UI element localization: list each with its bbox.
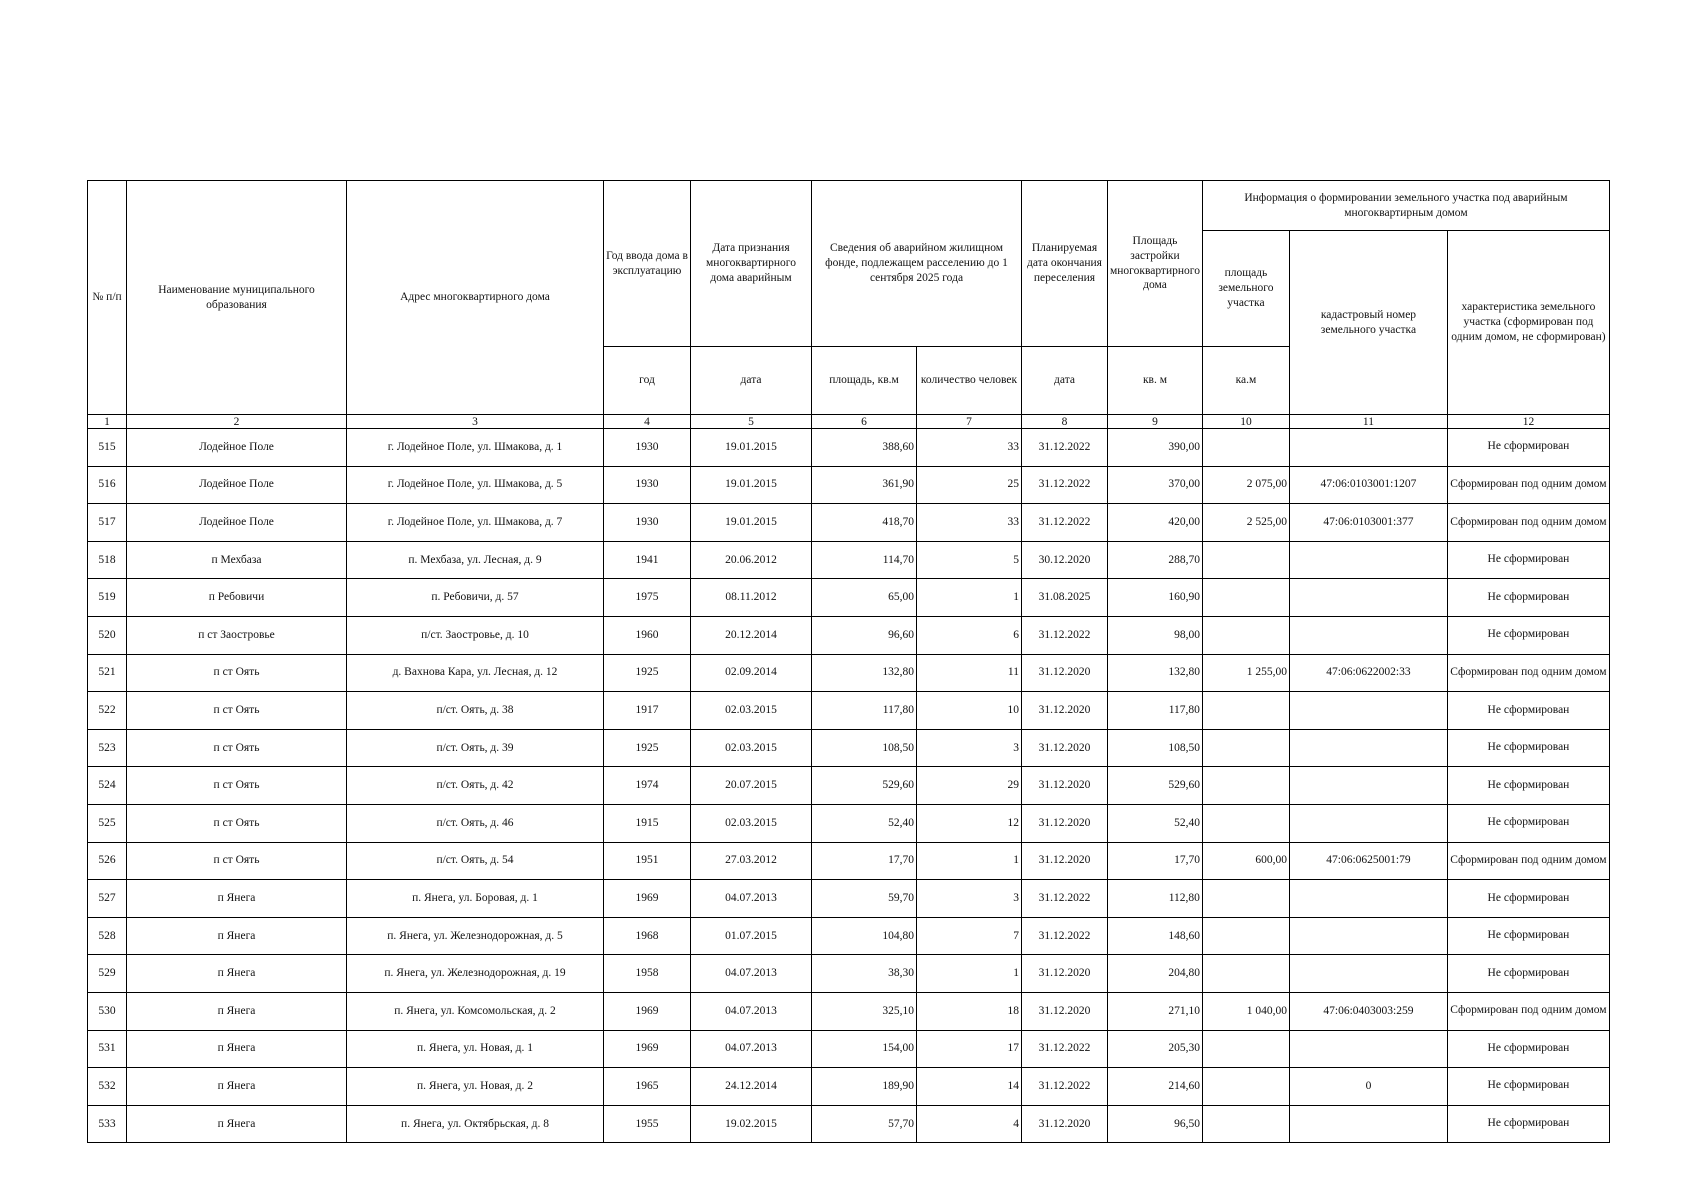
cadastral-number-cell bbox=[1289, 616, 1447, 654]
municipality-cell: п ст Оять bbox=[127, 767, 347, 805]
unit-year: год bbox=[604, 347, 691, 415]
building-area-cell: 271,10 bbox=[1108, 992, 1203, 1030]
cadastral-number-cell bbox=[1289, 429, 1447, 467]
municipality-cell: п Янега bbox=[127, 1068, 347, 1106]
planned-date-cell: 31.12.2022 bbox=[1022, 504, 1108, 542]
table-header bbox=[88, 181, 1610, 429]
emergency-date-cell: 20.12.2014 bbox=[691, 616, 812, 654]
land-status-cell: Сформирован под одним домом bbox=[1447, 466, 1609, 504]
people-cell: 14 bbox=[917, 1068, 1022, 1106]
land-status-cell: Не сформирован bbox=[1447, 1068, 1609, 1106]
column-number: 8 bbox=[1022, 415, 1108, 429]
table-row bbox=[88, 842, 1610, 880]
people-cell: 3 bbox=[917, 729, 1022, 767]
land-area-cell bbox=[1202, 616, 1289, 654]
municipality-cell: п Янега bbox=[127, 880, 347, 918]
column-number: 4 bbox=[604, 415, 691, 429]
table-row bbox=[88, 955, 1610, 993]
address-cell: п/ст. Оять, д. 38 bbox=[347, 692, 604, 730]
planned-date-cell: 30.12.2020 bbox=[1022, 541, 1108, 579]
year-cell: 1969 bbox=[604, 880, 691, 918]
emergency-date-cell: 04.07.2013 bbox=[691, 880, 812, 918]
column-number: 12 bbox=[1447, 415, 1609, 429]
municipality-cell: Лодейное Поле bbox=[127, 429, 347, 467]
people-cell: 1 bbox=[917, 955, 1022, 993]
unit-people: количество человек bbox=[917, 347, 1022, 415]
row-number: 532 bbox=[88, 1068, 127, 1106]
emergency-date-cell: 19.01.2015 bbox=[691, 504, 812, 542]
building-area-cell: 529,60 bbox=[1108, 767, 1203, 805]
area-cell: 114,70 bbox=[812, 541, 917, 579]
building-area-cell: 420,00 bbox=[1108, 504, 1203, 542]
planned-date-cell: 31.12.2020 bbox=[1022, 804, 1108, 842]
people-cell: 1 bbox=[917, 842, 1022, 880]
header-planned-date: Планируемая дата окончания переселения bbox=[1022, 181, 1108, 347]
emergency-date-cell: 02.03.2015 bbox=[691, 692, 812, 730]
cadastral-number-cell bbox=[1289, 1105, 1447, 1143]
people-cell: 12 bbox=[917, 804, 1022, 842]
planned-date-cell: 31.12.2020 bbox=[1022, 955, 1108, 993]
planned-date-cell: 31.12.2020 bbox=[1022, 992, 1108, 1030]
municipality-cell: п Ребовичи bbox=[127, 579, 347, 617]
building-area-cell: 390,00 bbox=[1108, 429, 1203, 467]
municipality-cell: п ст Оять bbox=[127, 692, 347, 730]
table-row bbox=[88, 616, 1610, 654]
address-cell: п. Янега, ул. Железнодорожная, д. 5 bbox=[347, 917, 604, 955]
emergency-date-cell: 20.07.2015 bbox=[691, 767, 812, 805]
address-cell: п. Янега, ул. Новая, д. 2 bbox=[347, 1068, 604, 1106]
row-number: 517 bbox=[88, 504, 127, 542]
column-number: 7 bbox=[917, 415, 1022, 429]
area-cell: 132,80 bbox=[812, 654, 917, 692]
address-cell: п. Янега, ул. Октябрьская, д. 8 bbox=[347, 1105, 604, 1143]
land-status-cell: Не сформирован bbox=[1447, 579, 1609, 617]
emergency-date-cell: 19.01.2015 bbox=[691, 429, 812, 467]
land-status-cell: Не сформирован bbox=[1447, 429, 1609, 467]
building-area-cell: 288,70 bbox=[1108, 541, 1203, 579]
municipality-cell: п ст Заостровье bbox=[127, 616, 347, 654]
land-area-cell: 2 075,00 bbox=[1202, 466, 1289, 504]
land-area-cell bbox=[1202, 955, 1289, 993]
people-cell: 1 bbox=[917, 579, 1022, 617]
year-cell: 1925 bbox=[604, 654, 691, 692]
address-cell: п. Мехбаза, ул. Лесная, д. 9 bbox=[347, 541, 604, 579]
cadastral-number-cell bbox=[1289, 804, 1447, 842]
table-row bbox=[88, 429, 1610, 467]
header-municipality: Наименование муниципального образования bbox=[127, 181, 347, 415]
planned-date-cell: 31.12.2020 bbox=[1022, 1105, 1108, 1143]
table-row bbox=[88, 880, 1610, 918]
year-cell: 1969 bbox=[604, 1030, 691, 1068]
land-status-cell: Сформирован под одним домом bbox=[1447, 654, 1609, 692]
row-number: 530 bbox=[88, 992, 127, 1030]
year-cell: 1930 bbox=[604, 429, 691, 467]
address-cell: п/ст. Оять, д. 54 bbox=[347, 842, 604, 880]
cadastral-number-cell bbox=[1289, 1030, 1447, 1068]
area-cell: 104,80 bbox=[812, 917, 917, 955]
area-cell: 59,70 bbox=[812, 880, 917, 918]
row-number: 519 bbox=[88, 579, 127, 617]
address-cell: п. Янега, ул. Новая, д. 1 bbox=[347, 1030, 604, 1068]
area-cell: 361,90 bbox=[812, 466, 917, 504]
emergency-date-cell: 24.12.2014 bbox=[691, 1068, 812, 1106]
cadastral-number-cell: 47:06:0625001:79 bbox=[1289, 842, 1447, 880]
planned-date-cell: 31.12.2022 bbox=[1022, 880, 1108, 918]
building-area-cell: 112,80 bbox=[1108, 880, 1203, 918]
year-cell: 1969 bbox=[604, 992, 691, 1030]
table-row bbox=[88, 541, 1610, 579]
building-area-cell: 160,90 bbox=[1108, 579, 1203, 617]
column-number: 6 bbox=[812, 415, 917, 429]
municipality-cell: п Янега bbox=[127, 1030, 347, 1068]
emergency-date-cell: 04.07.2013 bbox=[691, 955, 812, 993]
land-status-cell: Не сформирован bbox=[1447, 955, 1609, 993]
planned-date-cell: 31.12.2022 bbox=[1022, 429, 1108, 467]
land-area-cell bbox=[1202, 579, 1289, 617]
address-cell: г. Лодейное Поле, ул. Шмакова, д. 5 bbox=[347, 466, 604, 504]
table-row bbox=[88, 504, 1610, 542]
year-cell: 1917 bbox=[604, 692, 691, 730]
year-cell: 1930 bbox=[604, 466, 691, 504]
emergency-date-cell: 04.07.2013 bbox=[691, 992, 812, 1030]
building-area-cell: 205,30 bbox=[1108, 1030, 1203, 1068]
address-cell: п. Янега, ул. Комсомольская, д. 2 bbox=[347, 992, 604, 1030]
land-area-cell bbox=[1202, 1105, 1289, 1143]
building-area-cell: 52,40 bbox=[1108, 804, 1203, 842]
land-area-cell: 2 525,00 bbox=[1202, 504, 1289, 542]
planned-date-cell: 31.12.2022 bbox=[1022, 1030, 1108, 1068]
emergency-date-cell: 19.01.2015 bbox=[691, 466, 812, 504]
row-number: 527 bbox=[88, 880, 127, 918]
row-number: 524 bbox=[88, 767, 127, 805]
emergency-date-cell: 08.11.2012 bbox=[691, 579, 812, 617]
header-cadastral-number: кадастровый номер земельного участка bbox=[1289, 231, 1447, 415]
people-cell: 10 bbox=[917, 692, 1022, 730]
year-cell: 1968 bbox=[604, 917, 691, 955]
year-cell: 1960 bbox=[604, 616, 691, 654]
building-area-cell: 98,00 bbox=[1108, 616, 1203, 654]
land-status-cell: Не сформирован bbox=[1447, 880, 1609, 918]
table-row bbox=[88, 654, 1610, 692]
building-area-cell: 370,00 bbox=[1108, 466, 1203, 504]
municipality-cell: Лодейное Поле bbox=[127, 504, 347, 542]
area-cell: 65,00 bbox=[812, 579, 917, 617]
unit-date: дата bbox=[691, 347, 812, 415]
people-cell: 6 bbox=[917, 616, 1022, 654]
table-row bbox=[88, 767, 1610, 805]
area-cell: 38,30 bbox=[812, 955, 917, 993]
land-area-cell bbox=[1202, 729, 1289, 767]
planned-date-cell: 31.12.2022 bbox=[1022, 917, 1108, 955]
emergency-date-cell: 27.03.2012 bbox=[691, 842, 812, 880]
planned-date-cell: 31.12.2020 bbox=[1022, 654, 1108, 692]
land-area-cell bbox=[1202, 917, 1289, 955]
municipality-cell: п Мехбаза bbox=[127, 541, 347, 579]
column-number: 1 bbox=[88, 415, 127, 429]
cadastral-number-cell bbox=[1289, 692, 1447, 730]
row-number: 523 bbox=[88, 729, 127, 767]
planned-date-cell: 31.08.2025 bbox=[1022, 579, 1108, 617]
column-number: 9 bbox=[1108, 415, 1203, 429]
year-cell: 1965 bbox=[604, 1068, 691, 1106]
land-status-cell: Сформирован под одним домом bbox=[1447, 992, 1609, 1030]
header-building-area: Площадь застройки многоквартирного дома bbox=[1108, 181, 1203, 347]
land-area-cell bbox=[1202, 767, 1289, 805]
column-number: 10 bbox=[1202, 415, 1289, 429]
building-area-cell: 132,80 bbox=[1108, 654, 1203, 692]
municipality-cell: Лодейное Поле bbox=[127, 466, 347, 504]
building-area-cell: 204,80 bbox=[1108, 955, 1203, 993]
cadastral-number-cell bbox=[1289, 880, 1447, 918]
header-land-area: площадь земельного участка bbox=[1202, 231, 1289, 347]
people-cell: 18 bbox=[917, 992, 1022, 1030]
row-number: 518 bbox=[88, 541, 127, 579]
emergency-date-cell: 04.07.2013 bbox=[691, 1030, 812, 1068]
cadastral-number-cell bbox=[1289, 729, 1447, 767]
area-cell: 325,10 bbox=[812, 992, 917, 1030]
row-number: 529 bbox=[88, 955, 127, 993]
land-status-cell: Не сформирован bbox=[1447, 804, 1609, 842]
emergency-date-cell: 02.03.2015 bbox=[691, 804, 812, 842]
planned-date-cell: 31.12.2022 bbox=[1022, 1068, 1108, 1106]
municipality-cell: п Янега bbox=[127, 917, 347, 955]
address-cell: п/ст. Оять, д. 39 bbox=[347, 729, 604, 767]
table-row bbox=[88, 1105, 1610, 1143]
land-status-cell: Не сформирован bbox=[1447, 917, 1609, 955]
header-emergency-date: Дата признания многоквартирного дома аварийным bbox=[691, 181, 812, 347]
area-cell: 189,90 bbox=[812, 1068, 917, 1106]
header-land-status: характеристика земельного участка (сформирован под одним домом, не сформирован) bbox=[1447, 231, 1609, 415]
planned-date-cell: 31.12.2020 bbox=[1022, 767, 1108, 805]
column-number: 2 bbox=[127, 415, 347, 429]
land-area-cell bbox=[1202, 804, 1289, 842]
people-cell: 33 bbox=[917, 504, 1022, 542]
row-number: 525 bbox=[88, 804, 127, 842]
cadastral-number-cell: 47:06:0403003:259 bbox=[1289, 992, 1447, 1030]
address-cell: п. Янега, ул. Железнодорожная, д. 19 bbox=[347, 955, 604, 993]
year-cell: 1958 bbox=[604, 955, 691, 993]
emergency-date-cell: 01.07.2015 bbox=[691, 917, 812, 955]
unit-land-area: ка.м bbox=[1202, 347, 1289, 415]
address-cell: п. Янега, ул. Боровая, д. 1 bbox=[347, 880, 604, 918]
row-number: 528 bbox=[88, 917, 127, 955]
address-cell: г. Лодейное Поле, ул. Шмакова, д. 7 bbox=[347, 504, 604, 542]
planned-date-cell: 31.12.2020 bbox=[1022, 842, 1108, 880]
land-status-cell: Не сформирован bbox=[1447, 767, 1609, 805]
area-cell: 52,40 bbox=[812, 804, 917, 842]
people-cell: 29 bbox=[917, 767, 1022, 805]
unit-building-area: кв. м bbox=[1108, 347, 1203, 415]
row-number: 526 bbox=[88, 842, 127, 880]
row-number: 531 bbox=[88, 1030, 127, 1068]
year-cell: 1951 bbox=[604, 842, 691, 880]
emergency-housing-table bbox=[87, 180, 1610, 1143]
land-status-cell: Не сформирован bbox=[1447, 616, 1609, 654]
header-number: № п/п bbox=[88, 181, 127, 415]
land-status-cell: Не сформирован bbox=[1447, 692, 1609, 730]
emergency-date-cell: 19.02.2015 bbox=[691, 1105, 812, 1143]
table-row bbox=[88, 1030, 1610, 1068]
cadastral-number-cell: 0 bbox=[1289, 1068, 1447, 1106]
area-cell: 108,50 bbox=[812, 729, 917, 767]
land-area-cell bbox=[1202, 541, 1289, 579]
table-row bbox=[88, 917, 1610, 955]
emergency-date-cell: 02.09.2014 bbox=[691, 654, 812, 692]
building-area-cell: 108,50 bbox=[1108, 729, 1203, 767]
table-row bbox=[88, 579, 1610, 617]
table-row bbox=[88, 804, 1610, 842]
cadastral-number-cell bbox=[1289, 767, 1447, 805]
municipality-cell: п ст Оять bbox=[127, 729, 347, 767]
unit-area: площадь, кв.м bbox=[812, 347, 917, 415]
land-status-cell: Не сформирован bbox=[1447, 1030, 1609, 1068]
building-area-cell: 17,70 bbox=[1108, 842, 1203, 880]
area-cell: 418,70 bbox=[812, 504, 917, 542]
row-number: 522 bbox=[88, 692, 127, 730]
row-number: 516 bbox=[88, 466, 127, 504]
planned-date-cell: 31.12.2022 bbox=[1022, 466, 1108, 504]
people-cell: 11 bbox=[917, 654, 1022, 692]
area-cell: 96,60 bbox=[812, 616, 917, 654]
land-area-cell: 1 040,00 bbox=[1202, 992, 1289, 1030]
year-cell: 1915 bbox=[604, 804, 691, 842]
table-row bbox=[88, 1068, 1610, 1106]
building-area-cell: 214,60 bbox=[1108, 1068, 1203, 1106]
land-area-cell: 600,00 bbox=[1202, 842, 1289, 880]
address-cell: п/ст. Оять, д. 42 bbox=[347, 767, 604, 805]
planned-date-cell: 31.12.2020 bbox=[1022, 729, 1108, 767]
address-cell: п/ст. Оять, д. 46 bbox=[347, 804, 604, 842]
land-status-cell: Сформирован под одним домом bbox=[1447, 504, 1609, 542]
row-number: 533 bbox=[88, 1105, 127, 1143]
municipality-cell: п Янега bbox=[127, 992, 347, 1030]
municipality-cell: п ст Оять bbox=[127, 654, 347, 692]
address-cell: д. Вахнова Кара, ул. Лесная, д. 12 bbox=[347, 654, 604, 692]
cadastral-number-cell bbox=[1289, 541, 1447, 579]
column-number: 5 bbox=[691, 415, 812, 429]
people-cell: 33 bbox=[917, 429, 1022, 467]
land-area-cell: 1 255,00 bbox=[1202, 654, 1289, 692]
header-emergency-fund: Сведения об аварийном жилищном фонде, подлежащем расселению до 1 сентября 2025 года bbox=[812, 181, 1022, 347]
column-number-row bbox=[88, 415, 1610, 429]
table-row bbox=[88, 692, 1610, 730]
year-cell: 1974 bbox=[604, 767, 691, 805]
column-number: 3 bbox=[347, 415, 604, 429]
cadastral-number-cell bbox=[1289, 917, 1447, 955]
land-area-cell bbox=[1202, 692, 1289, 730]
table-body bbox=[88, 429, 1610, 1143]
planned-date-cell: 31.12.2020 bbox=[1022, 692, 1108, 730]
land-status-cell: Не сформирован bbox=[1447, 729, 1609, 767]
emergency-date-cell: 02.03.2015 bbox=[691, 729, 812, 767]
header-land-info: Информация о формировании земельного участка под аварийным многоквартирным домом bbox=[1202, 181, 1609, 231]
year-cell: 1975 bbox=[604, 579, 691, 617]
land-area-cell bbox=[1202, 429, 1289, 467]
area-cell: 17,70 bbox=[812, 842, 917, 880]
address-cell: п/ст. Заостровье, д. 10 bbox=[347, 616, 604, 654]
building-area-cell: 96,50 bbox=[1108, 1105, 1203, 1143]
emergency-date-cell: 20.06.2012 bbox=[691, 541, 812, 579]
land-status-cell: Не сформирован bbox=[1447, 1105, 1609, 1143]
building-area-cell: 117,80 bbox=[1108, 692, 1203, 730]
row-number: 515 bbox=[88, 429, 127, 467]
cadastral-number-cell bbox=[1289, 579, 1447, 617]
area-cell: 154,00 bbox=[812, 1030, 917, 1068]
building-area-cell: 148,60 bbox=[1108, 917, 1203, 955]
people-cell: 4 bbox=[917, 1105, 1022, 1143]
land-status-cell: Не сформирован bbox=[1447, 541, 1609, 579]
year-cell: 1925 bbox=[604, 729, 691, 767]
header-commission-year: Год ввода дома в эксплуатацию bbox=[604, 181, 691, 347]
area-cell: 57,70 bbox=[812, 1105, 917, 1143]
land-status-cell: Сформирован под одним домом bbox=[1447, 842, 1609, 880]
municipality-cell: п Янега bbox=[127, 1105, 347, 1143]
header-address: Адрес многоквартирного дома bbox=[347, 181, 604, 415]
people-cell: 3 bbox=[917, 880, 1022, 918]
address-cell: п. Ребовичи, д. 57 bbox=[347, 579, 604, 617]
cadastral-number-cell: 47:06:0622002:33 bbox=[1289, 654, 1447, 692]
people-cell: 7 bbox=[917, 917, 1022, 955]
area-cell: 388,60 bbox=[812, 429, 917, 467]
land-area-cell bbox=[1202, 1030, 1289, 1068]
cadastral-number-cell: 47:06:0103001:1207 bbox=[1289, 466, 1447, 504]
municipality-cell: п ст Оять bbox=[127, 804, 347, 842]
year-cell: 1955 bbox=[604, 1105, 691, 1143]
row-number: 520 bbox=[88, 616, 127, 654]
municipality-cell: п ст Оять bbox=[127, 842, 347, 880]
cadastral-number-cell: 47:06:0103001:377 bbox=[1289, 504, 1447, 542]
table-row bbox=[88, 729, 1610, 767]
year-cell: 1930 bbox=[604, 504, 691, 542]
row-number: 521 bbox=[88, 654, 127, 692]
unit-planned-date: дата bbox=[1022, 347, 1108, 415]
area-cell: 117,80 bbox=[812, 692, 917, 730]
area-cell: 529,60 bbox=[812, 767, 917, 805]
planned-date-cell: 31.12.2022 bbox=[1022, 616, 1108, 654]
cadastral-number-cell bbox=[1289, 955, 1447, 993]
land-area-cell bbox=[1202, 1068, 1289, 1106]
municipality-cell: п Янега bbox=[127, 955, 347, 993]
column-number: 11 bbox=[1289, 415, 1447, 429]
people-cell: 5 bbox=[917, 541, 1022, 579]
address-cell: г. Лодейное Поле, ул. Шмакова, д. 1 bbox=[347, 429, 604, 467]
table-row bbox=[88, 992, 1610, 1030]
people-cell: 17 bbox=[917, 1030, 1022, 1068]
table-row bbox=[88, 466, 1610, 504]
year-cell: 1941 bbox=[604, 541, 691, 579]
land-area-cell bbox=[1202, 880, 1289, 918]
people-cell: 25 bbox=[917, 466, 1022, 504]
